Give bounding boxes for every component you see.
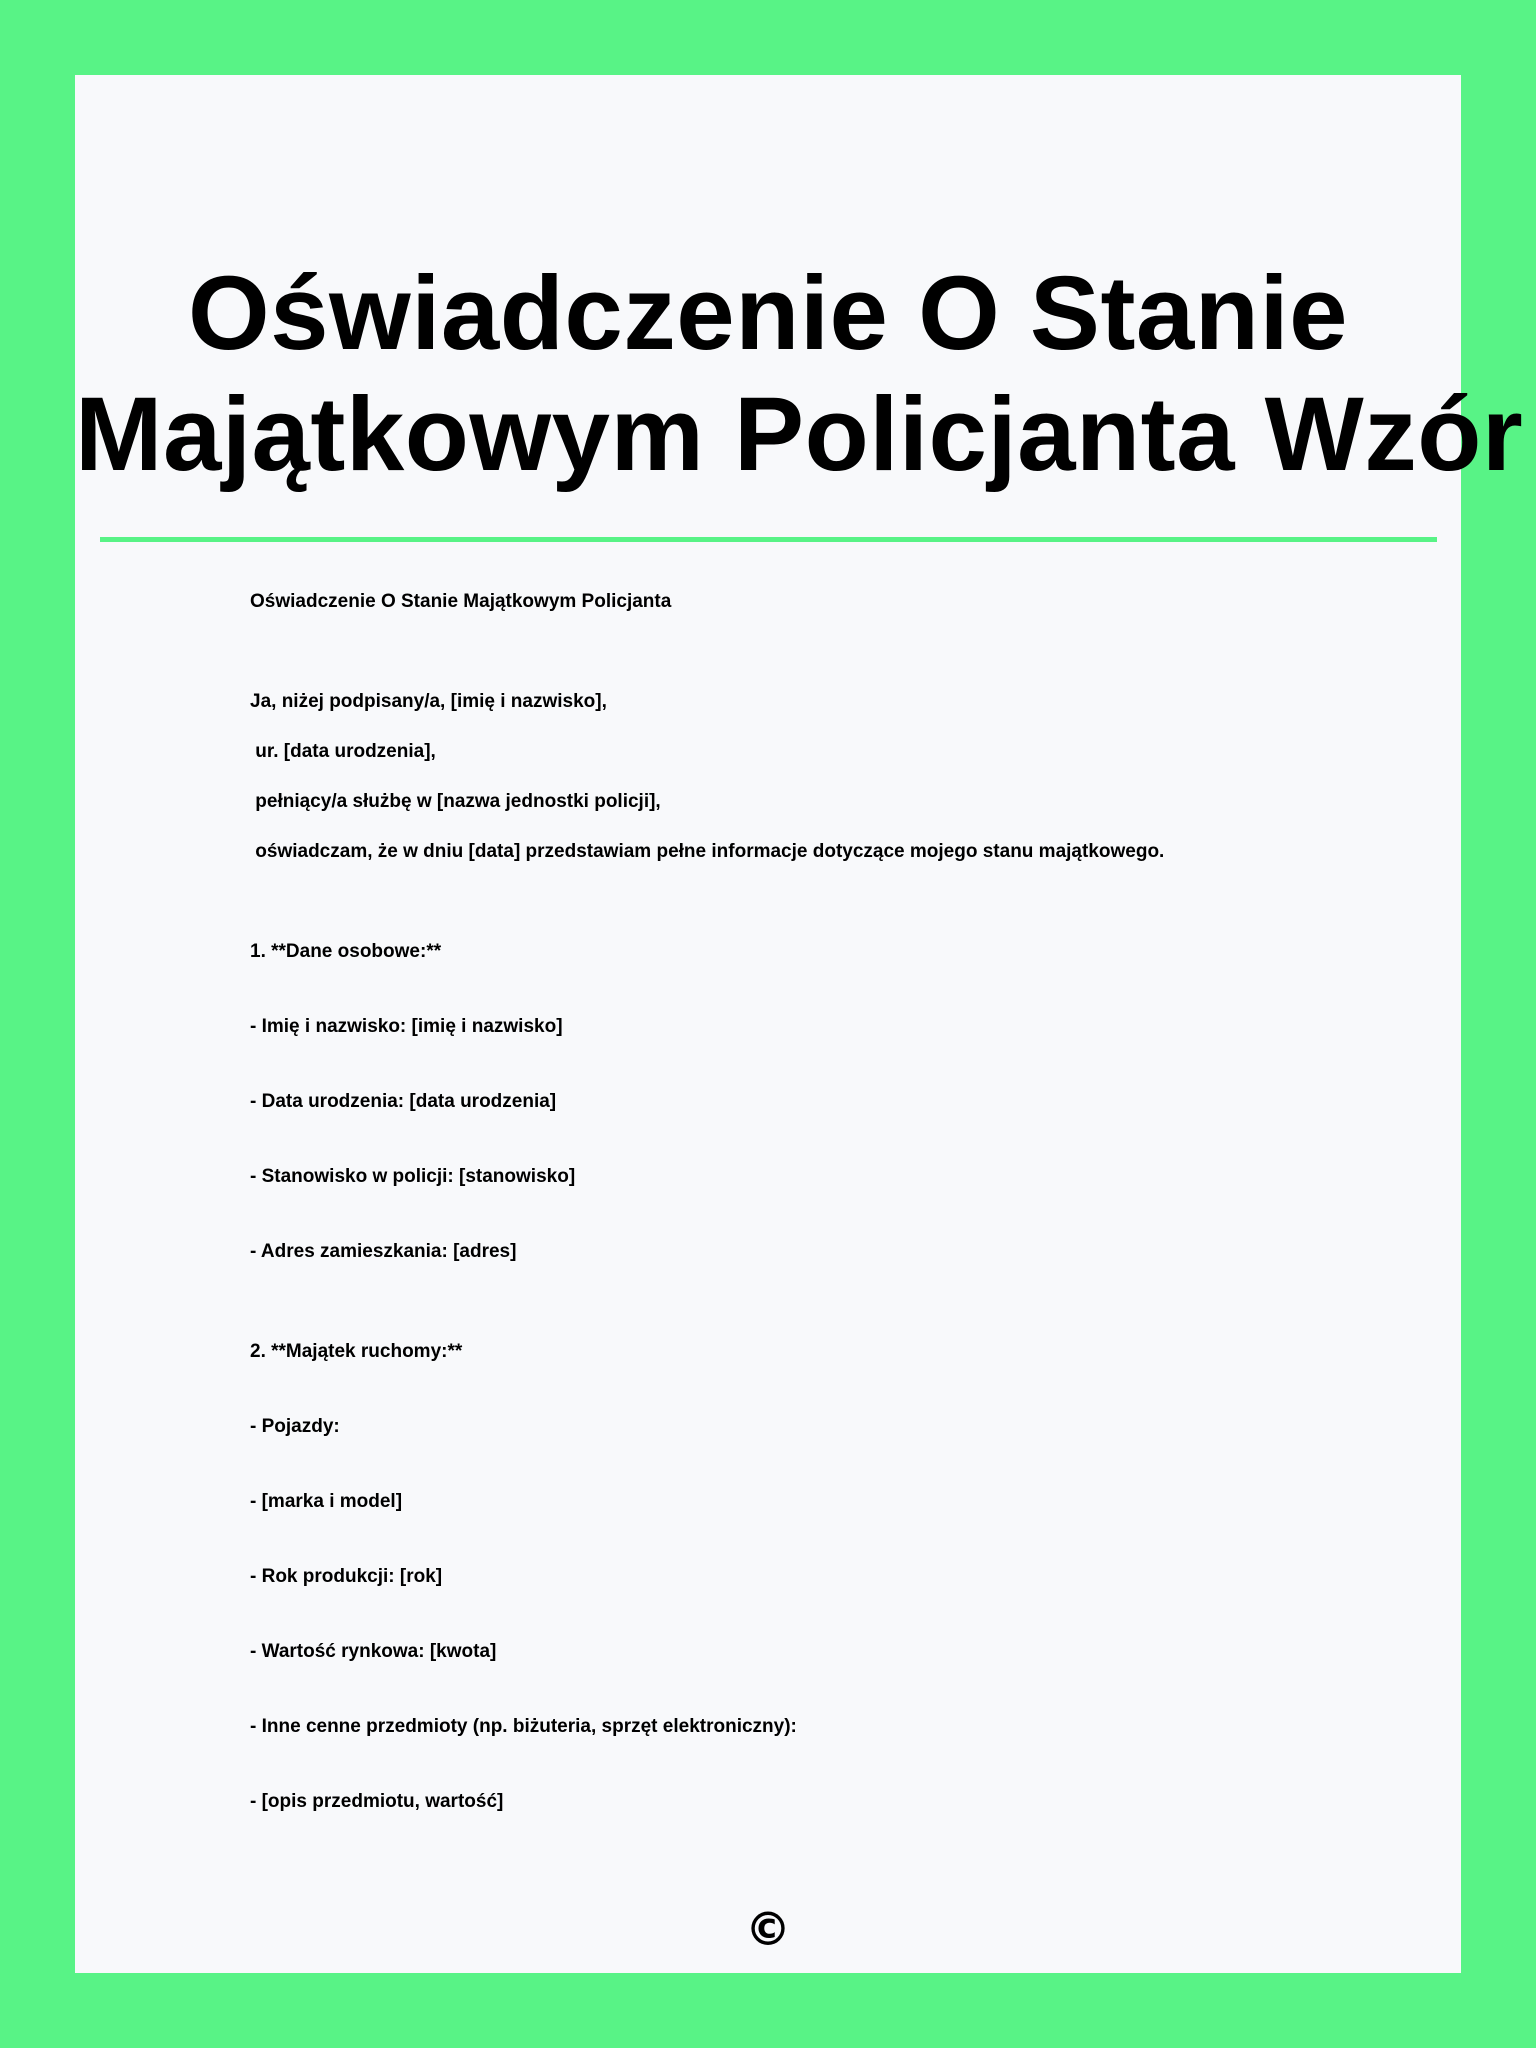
intro-line: pełniący/a służbę w [nazwa jednostki policji], bbox=[250, 791, 661, 812]
section-2-item: - Inne cenne przedmioty (np. biżuteria, sprzęt elektroniczny): bbox=[250, 1716, 797, 1737]
intro-line: ur. [data urodzenia], bbox=[250, 741, 436, 762]
section-2-item: - [marka i model] bbox=[250, 1491, 403, 1512]
section-1-item: - Imię i nazwisko: [imię i nazwisko] bbox=[250, 1016, 563, 1037]
page-title bbox=[75, 253, 1524, 495]
intro-line: Ja, niżej podpisany/a, [imię i nazwisko], bbox=[250, 691, 607, 712]
section-1-item: - Adres zamieszkania: [adres] bbox=[250, 1241, 517, 1262]
document-page bbox=[75, 75, 1524, 1973]
title-divider bbox=[100, 537, 1437, 542]
section-2-item: - Wartość rynkowa: [kwota] bbox=[250, 1641, 497, 1662]
section-1-heading: 1. **Dane osobowe:** bbox=[250, 941, 442, 962]
section-2-item: - [opis przedmiotu, wartość] bbox=[250, 1791, 504, 1812]
page-title-line-2: Majątkowym Policjanta Wzór bbox=[75, 376, 1524, 493]
section-1-item: - Stanowisko w policji: [stanowisko] bbox=[250, 1166, 576, 1187]
intro-line: oświadczam, że w dniu [data] przedstawiam pełne informacje dotyczące mojego stanu majątkowego. bbox=[250, 841, 1165, 862]
copyright-icon: © bbox=[745, 1902, 791, 1956]
section-2-heading: 2. **Majątek ruchomy:** bbox=[250, 1341, 463, 1362]
page-title-line-1: Oświadczenie O Stanie bbox=[187, 255, 1349, 372]
section-1-item: - Data urodzenia: [data urodzenia] bbox=[250, 1091, 557, 1112]
section-2-item: - Rok produkcji: [rok] bbox=[250, 1566, 443, 1587]
section-2-item: - Pojazdy: bbox=[250, 1416, 340, 1437]
document-heading: Oświadczenie O Stanie Majątkowym Policjanta bbox=[250, 591, 672, 612]
